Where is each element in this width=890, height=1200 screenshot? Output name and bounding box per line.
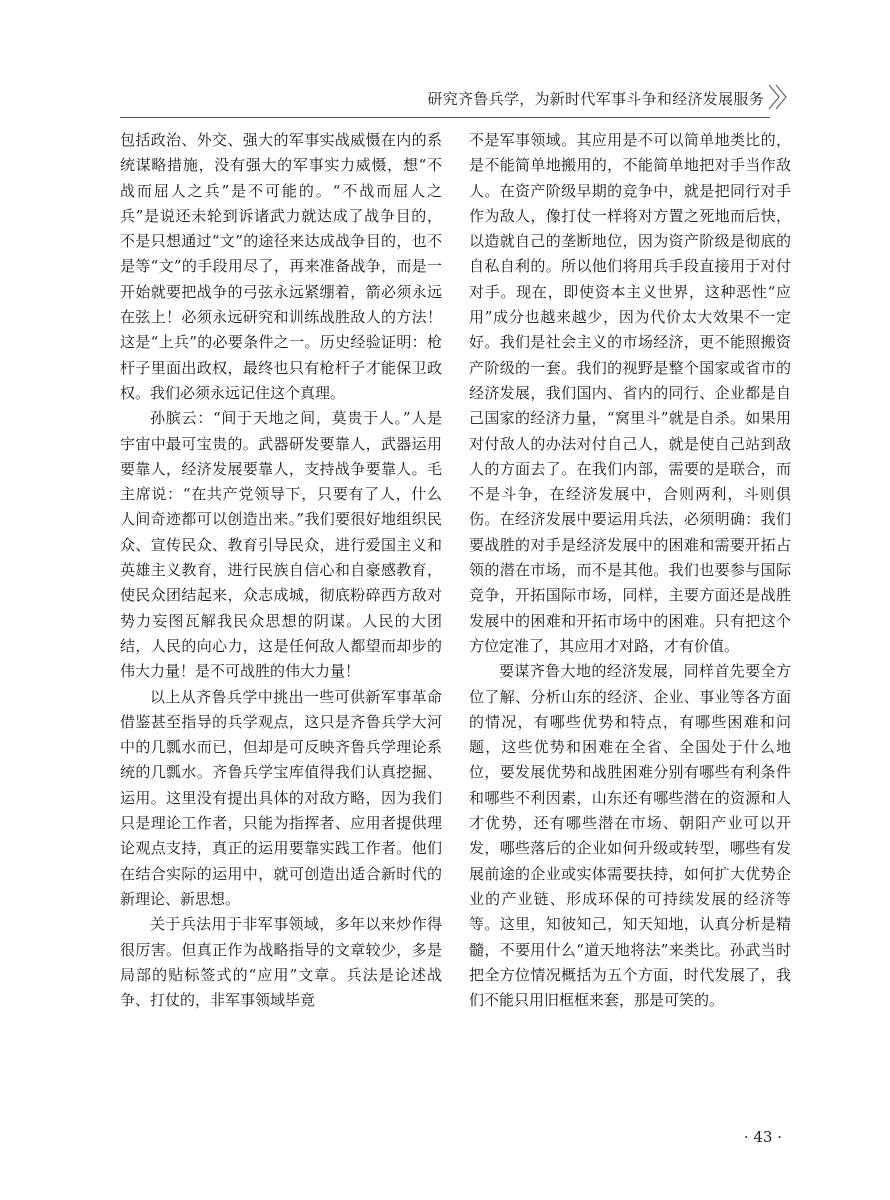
double-chevron-right-icon [766, 82, 790, 112]
paragraph: 孙膑云：“间于天地之间，莫贵于人。”人是宇宙中最可宝贵的。武器研发要靠人，武器运用要靠人，经济发展要靠人，支持战争要靠人。毛主席说：“在共产党领导下，只要有了人，什么人间奇迹都可以创造出来。”我们要很好地组织民众、宣传民众、教育引导民众，进行爱国主义和英雄主义教育，进行民族自信心和自豪感教育，使民众团结起来，众志成城，彻底粉碎西方敌对势力妄图瓦解我民众思想的阴谋。人民的大团结，人民的向心力，这是任何敌人都望而却步的伟大力量！是不可战胜的伟大力量！ [120, 409, 442, 681]
running-header-title: 研究齐鲁兵学，为新时代军事斗争和经济发展服务 [427, 90, 764, 108]
paragraph: 以上从齐鲁兵学中挑出一些可供新军事革命借鉴甚至指导的兵学观点，这只是齐鲁兵学大河中的几瓢水而已，但却是可反映齐鲁兵学理论系统的几瓢水。齐鲁兵学宝库值得我们认真挖掘、运用。这里没有提出具体的对敌方略，因为我们只是理论工作者，只能为指挥者、应用者提供理论观点支持，真正的运用要靠实践工作者。他们在结合实际的运用中，就可创造出适合新时代的新理论、新思想。 [120, 687, 442, 908]
header-divider [120, 117, 770, 118]
right-text-column [469, 128, 791, 1013]
paragraph: 关于兵法用于非军事领域，多年以来炒作得很厉害。但真正作为战略指导的文章较少，多是局部的贴标签式的“应用”文章。兵法是论述战争、打仗的，非军事领域毕竟 [120, 915, 442, 1010]
page-number: · 43 · [743, 1128, 782, 1146]
running-header [0, 0, 890, 120]
paragraph: 要谋齐鲁大地的经济发展，同样首先要全方位了解、分析山东的经济、企业、事业等各方面的情况，有哪些优势和特点，有哪些困难和问题，这些优势和困难在全省、全国处于什么地位，要发展优势和战胜困难分别有哪些有利条件和哪些不利因素，山东还有哪些潜在的资源和人才优势，还有哪些潜在市场、朝阳产业可以开发，哪些落后的企业如何升级或转型，哪些有发展前途的企业或实体需要扶持，如何扩大优势企业的产业链、形成环保的可持续发展的经济等等。这里，知彼知己，知天知地，认真分析是精髓，不要用什么“道天地将法”来类比。孙武当时把全方位情况概括为五个方面，时代发展了，我们不能只用旧框框来套，那是可笑的。 [469, 662, 791, 1010]
paragraph: 包括政治、外交、强大的军事实战威慑在内的系统谋略措施，没有强大的军事实力威慑，想“不战而屈人之兵”是不可能的。“不战而屈人之兵”是说还未轮到诉诸武力就达成了战争目的，不是只想通过“文”的途径来达成战争目的，也不是等“文”的手段用尽了，再来准备战争，而是一开始就要把战争的弓弦永远紧绷着，箭必须永远在弦上！必须永远研究和训练战胜敌人的方法！这是“上兵”的必要条件之一。历史经验证明：枪杆子里面出政权，最终也只有枪杆子才能保卫政权。我们必须永远记住这个真理。 [120, 131, 442, 402]
paragraph: 不是军事领域。其应用是不可以简单地类比的，是不能简单地搬用的，不能简单地把对手当作敌人。在资产阶级早期的竞争中，就是把同行对手作为敌人，像打仗一样将对方置之死地而后快，以造就自己的垄断地位，因为资产阶级是彻底的自私自利的。所以他们将用兵手段直接用于对付对手。现在，即使资本主义世界，这种恶性“应用”成分也越来越少，因为代价太大效果不一定好。我们是社会主义的市场经济，更不能照搬资产阶级的一套。我们的视野是整个国家或省市的经济发展，我们国内、省内的同行、企业都是自己国家的经济力量，“窝里斗”就是自杀。如果用对付敌人的办法对付自己人，就是使自己站到敌人的方面去了。在我们内部，需要的是联合，而不是斗争，在经济发展中，合则两利，斗则俱伤。在经济发展中要运用兵法，必须明确：我们要战胜的对手是经济发展中的困难和需要开拓占领的潜在市场，而不是其他。我们也要参与国际竞争，开拓国际市场，同样，主要方面还是战胜发展中的困难和开拓市场中的困难。只有把这个方位定准了，其应用才对路，才有价值。 [469, 131, 791, 655]
left-text-column [120, 128, 442, 1013]
